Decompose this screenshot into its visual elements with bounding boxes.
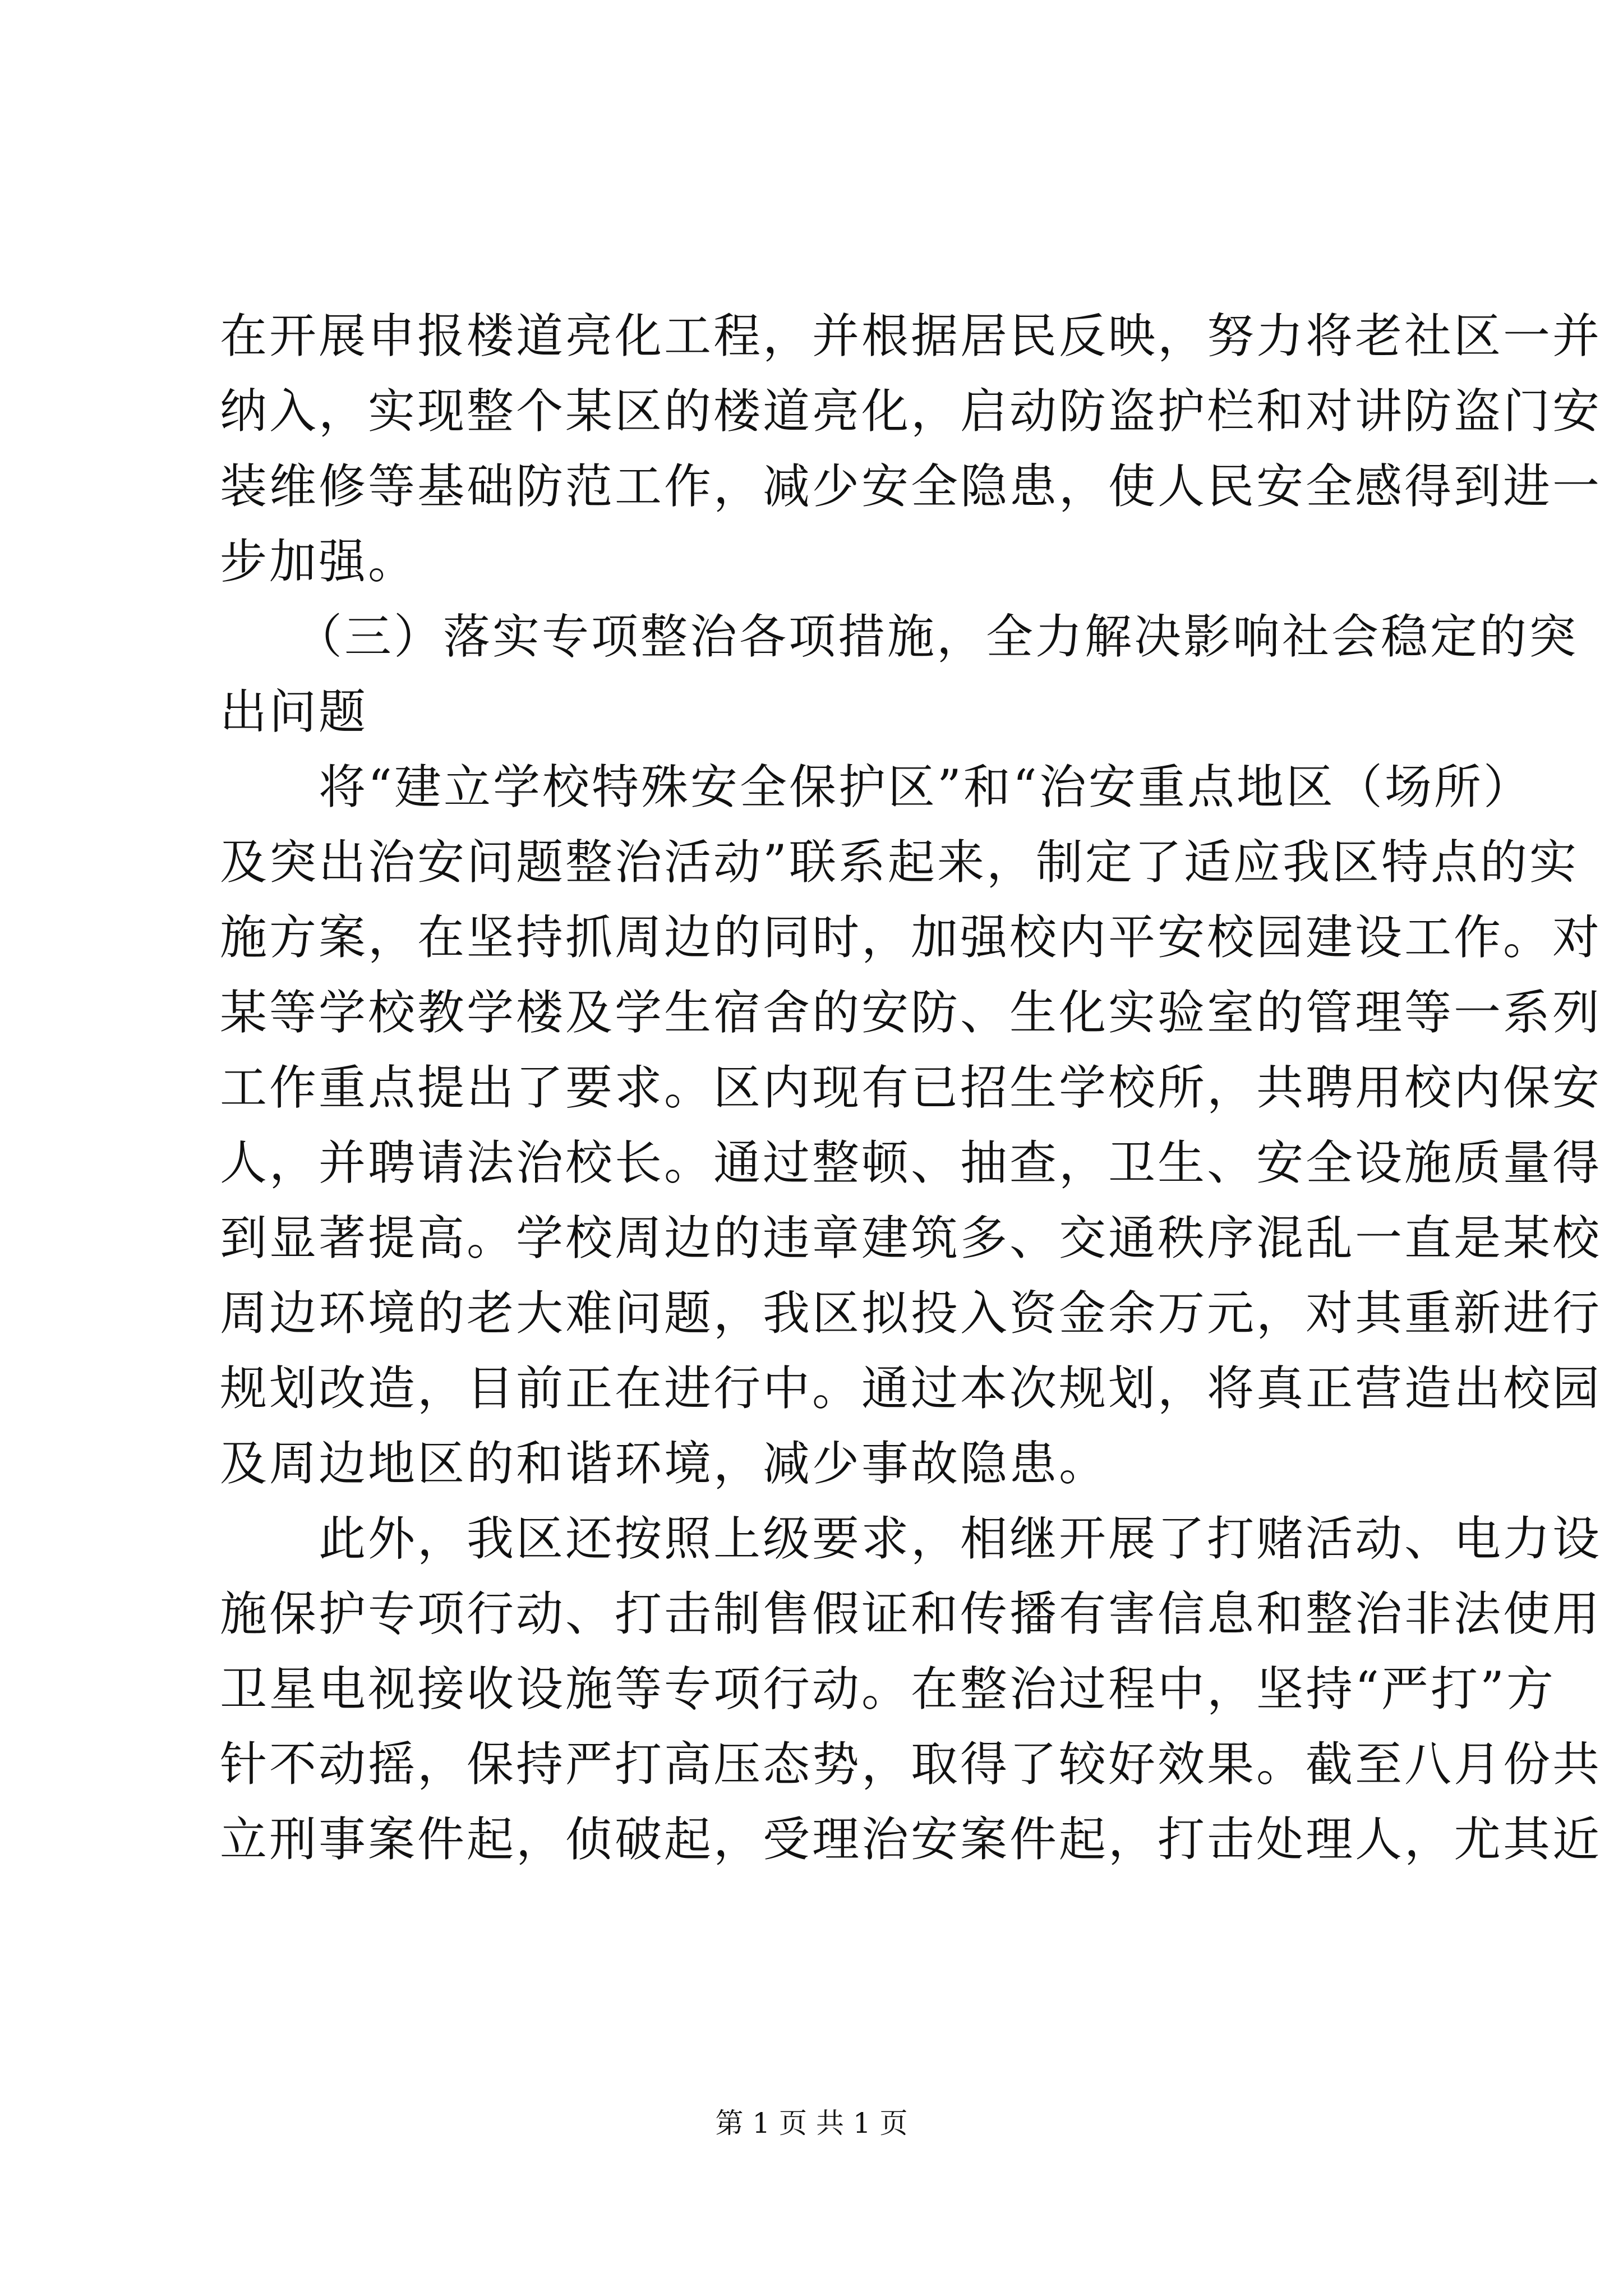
text-line: 此外，我区还按照上级要求，相继开展了打赌活动、电力设 (220, 1511, 1602, 1566)
text-line: 工作重点提出了要求。区内现有已招生学校所，共聘用校内保安 (220, 1060, 1602, 1115)
text-line: 及突出治安问题整治活动”联系起来，制定了适应我区特点的实 (220, 835, 1579, 890)
text-line: 纳入，实现整个某区的楼道亮化，启动防盗护栏和对讲防盗门安 (220, 384, 1602, 439)
text-line: 及周边地区的和谐环境，减少事故隐患。 (220, 1436, 1109, 1491)
text-line: 人，并聘请法治校长。通过整顿、抽查，卫生、安全设施质量得 (220, 1135, 1602, 1190)
text-line: 某等学校教学楼及学生宿舍的安防、生化实验室的管理等一系列 (220, 985, 1602, 1040)
section-heading-line: （三）落实专项整治各项措施，全力解决影响社会稳定的突 (220, 609, 1579, 664)
text-line: 周边环境的老大难问题，我区拟投入资金余万元，对其重新进行 (220, 1286, 1602, 1341)
section-heading-line: 出问题 (220, 684, 368, 739)
text-line: 规划改造，目前正在进行中。通过本次规划，将真正营造出校园 (220, 1361, 1602, 1416)
document-body (220, 298, 1602, 1877)
text-line: 步加强。 (220, 534, 418, 589)
text-line: 将“建立学校特殊安全保护区”和“治安重点地区（场所） (220, 760, 1533, 815)
text-line: 针不动摇，保持严打高压态势，取得了较好效果。截至八月份共 (220, 1737, 1602, 1792)
text-line: 立刑事案件起，侦破起，受理治安案件起，打击处理人，尤其近 (220, 1812, 1602, 1867)
text-line: 施保护专项行动、打击制售假证和传播有害信息和整治非法使用 (220, 1586, 1602, 1641)
text-line: 施方案，在坚持抓周边的同时，加强校内平安校园建设工作。对 (220, 910, 1602, 965)
text-line: 在开展申报楼道亮化工程，并根据居民反映，努力将老社区一并 (220, 309, 1602, 364)
page-number-footer: 第 1 页 共 1 页 (715, 2107, 908, 2139)
text-line: 装维修等基础防范工作，减少安全隐患，使人民安全感得到进一 (220, 459, 1602, 514)
text-line: 卫星电视接收设施等专项行动。在整治过程中，坚持“严打”方 (220, 1662, 1556, 1717)
text-line: 到显著提高。学校周边的违章建筑多、交通秩序混乱一直是某校 (220, 1211, 1602, 1266)
